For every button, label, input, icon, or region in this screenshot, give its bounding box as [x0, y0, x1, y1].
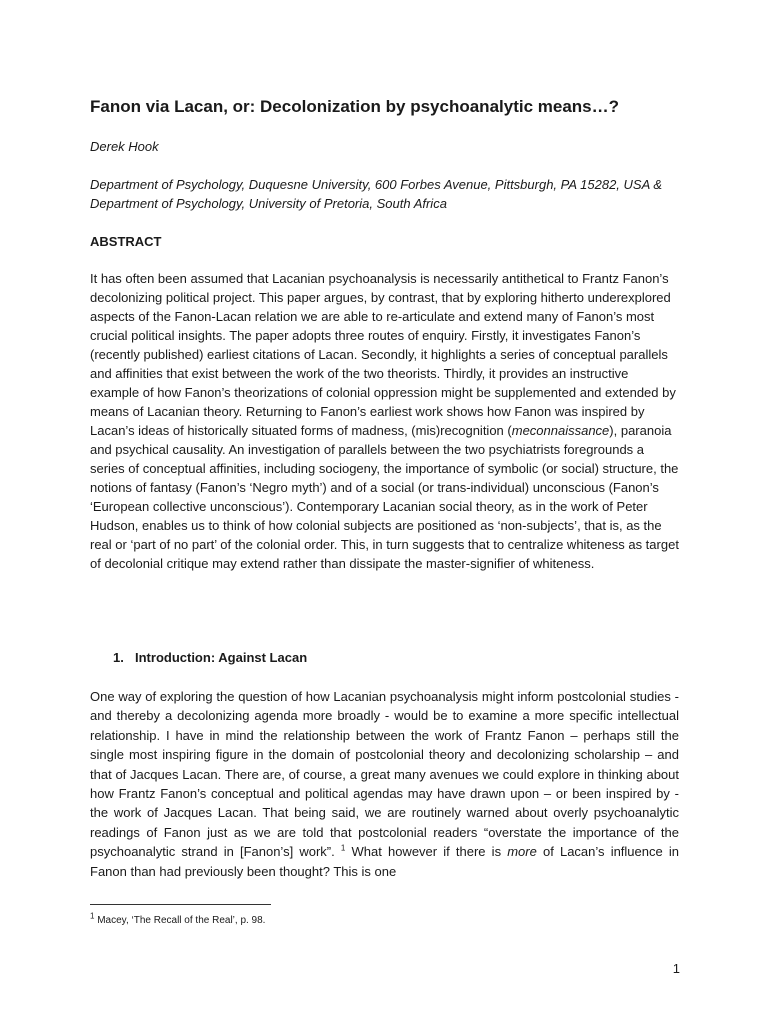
footnote-marker: 1 — [90, 911, 95, 921]
section-title: Introduction: Against Lacan — [135, 650, 308, 665]
section-number: 1. — [113, 650, 124, 665]
footnote-reference[interactable]: 1 — [340, 843, 346, 853]
intro-text-part1: One way of exploring the question of how Lacanian psychoanalysis might inform postcolonial studies - and thereby a decolonizing agenda more broadly - would be to examine a more specific intellectual relationship. I have in mind the relationship between the work of Frantz Fanon – perhaps still the single most inspiring figure in the domain of postcolonial theory and decolonizing scholarship – and that of Jacques Lacan. There are, of course, a great many avenues we could explore in thinking about how Frantz Fanon’s conceptual and political agendas may have drawn upon – or been inspired by - the work of Jacques Lacan. That being said, we are routinely warned about overly psychoanalytic readings of Fanon just as we are told that postcolonial readers “overstate the importance of the psychoanalytic strand in [Fanon’s] work”. — [90, 689, 679, 860]
author-affiliation: Department of Psychology, Duquesne University, 600 Forbes Avenue, Pittsburgh, PA 15282, USA & Department of Psychology, University of Pretoria, South Africa — [90, 177, 663, 211]
intro-text-part2: What however if there is — [345, 844, 508, 860]
paper-title: Fanon via Lacan, or: Decolonization by psychoanalytic means…? — [90, 97, 620, 116]
footnote — [90, 911, 266, 928]
footnote-divider — [90, 904, 271, 905]
footnote-text: Macey, ‘The Recall of the Real’, p. 98. — [94, 915, 266, 926]
intro-text-part3: of Lacan’s influence in Fanon than had previously been thought? This is one — [90, 844, 679, 879]
section-heading — [113, 648, 307, 667]
abstract-text-part1: It has often been assumed that Lacanian psychoanalysis is necessarily antithetical to Frantz Fanon’s decolonizing political project. This paper argues, by contrast, that by exploring hitherto underexplored aspects of the Fanon-Lacan relation we are able to re-articulate and extend many of Fanon’s most crucial political insights. The paper adopts three routes of enquiry. Firstly, it investigates Fanon’s (recently published) earliest citations of Lacan. Secondly, it highlights a series of conceptual parallels and affinities that exist between the work of the two theorists. Thirdly, it provides an instructive example of how Fanon’s theorizations of colonial oppression might be supplemented and extended by means of Lacanian theory. Returning to Fanon’s earliest work shows how Fanon was inspired by Lacan’s ideas of historically situated forms of madness, (mis)recognition ( — [90, 271, 676, 438]
author-name: Derek Hook — [90, 139, 159, 154]
intro-italic-term: more — [507, 844, 537, 860]
abstract-text-part2: ), paranoia and psychical causality. An investigation of parallels between the two psychiatrists foregrounds a series of conceptual affinities, including sociogeny, the importance of symbolic (or social) structure, the notions of fantasy (Fanon’s ‘Negro myth’) and of a social (or trans-individual) unconscious (Fanon’s ‘European collective unconscious’). Contemporary Lacanian social theory, as in the work of Peter Hudson, enables us to think of how colonial subjects are positioned as ‘non-subjects’, that is, as the real or ‘part of no part’ of the colonial order. This, in turn suggests that to centralize whiteness as target of decolonial critique may extend rather than dissipate the master-signifier of whiteness. — [90, 423, 679, 571]
abstract-paragraph — [90, 269, 680, 573]
introduction-paragraph — [90, 687, 679, 881]
abstract-italic-term: meconnaissance — [511, 423, 610, 438]
abstract-heading: ABSTRACT — [90, 234, 162, 249]
page-number: 1 — [672, 961, 680, 976]
